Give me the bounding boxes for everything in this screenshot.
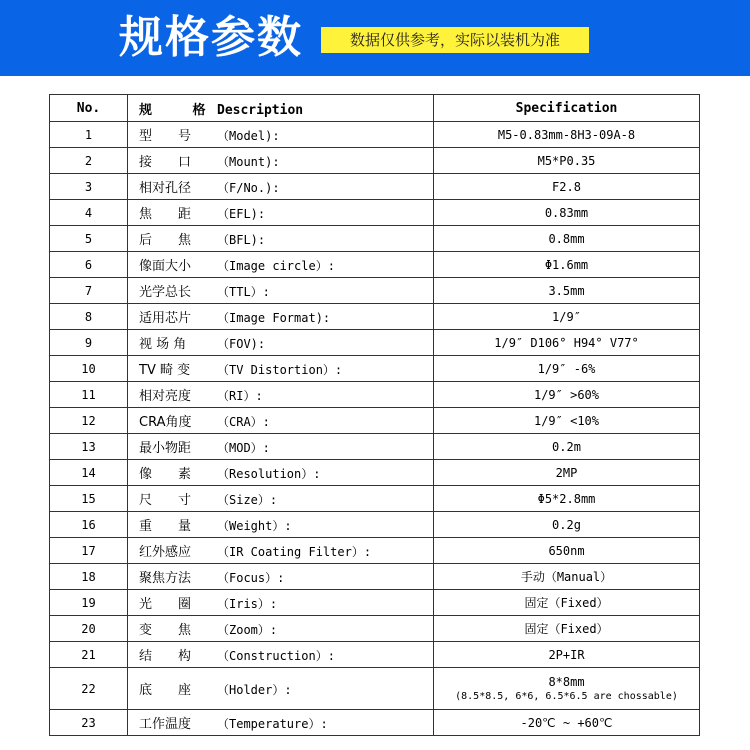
row-number: 7 [50, 278, 128, 304]
row-number: 23 [50, 710, 128, 736]
row-name-en: （EFL): [217, 207, 266, 221]
row-number: 17 [50, 538, 128, 564]
header-description [128, 95, 434, 122]
row-name-zh: 像面大小 [139, 259, 192, 274]
row-spec: Φ5*2.8mm [434, 486, 700, 512]
row-spec: 固定（Fixed） [434, 590, 700, 616]
row-number: 1 [50, 122, 128, 148]
row-name-en: （BFL): [217, 233, 266, 247]
table-row [50, 382, 700, 408]
row-name-en: （Mount): [217, 155, 280, 169]
row-name-zh: 视 场 角 [139, 337, 187, 352]
row-name-en: （Focus）: [217, 571, 285, 585]
row-name-zh: CRA角度 [139, 415, 192, 430]
row-description [128, 200, 434, 226]
row-name-en: （F/No.): [217, 181, 280, 195]
row-name-en: （Construction）: [217, 649, 335, 663]
table-row [50, 304, 700, 330]
row-name-zh: 底 座 [139, 683, 192, 698]
row-name-zh: 相对孔径 [139, 181, 192, 196]
table-row [50, 590, 700, 616]
row-name-zh: 相对亮度 [139, 389, 192, 404]
row-description [128, 434, 434, 460]
table-row [50, 460, 700, 486]
row-spec: Φ1.6mm [434, 252, 700, 278]
table-row [50, 330, 700, 356]
row-number: 10 [50, 356, 128, 382]
row-number: 13 [50, 434, 128, 460]
table-row [50, 538, 700, 564]
row-description [128, 710, 434, 736]
row-name-en: （Size）: [217, 493, 278, 507]
spec-table [49, 94, 700, 736]
row-name-zh: 重 量 [139, 519, 192, 534]
row-name-en: （Resolution）: [217, 467, 321, 481]
header-no: No. [50, 95, 128, 122]
row-name-zh: 聚焦方法 [139, 571, 192, 586]
row-description [128, 642, 434, 668]
row-number: 9 [50, 330, 128, 356]
row-description [128, 668, 434, 710]
row-spec [434, 668, 700, 710]
row-spec: 1/9″ [434, 304, 700, 330]
row-description [128, 174, 434, 200]
row-spec: -20℃ ~ +60℃ [434, 710, 700, 736]
row-name-zh: 工作温度 [139, 717, 192, 732]
page-title: 规格参数 [119, 12, 303, 63]
row-description [128, 408, 434, 434]
row-spec: 1/9″ <10% [434, 408, 700, 434]
row-spec: 1/9″ >60% [434, 382, 700, 408]
row-spec: 650nm [434, 538, 700, 564]
header-spec: Specification [434, 95, 700, 122]
row-number: 2 [50, 148, 128, 174]
row-description [128, 148, 434, 174]
row-name-en: （Temperature）: [217, 717, 328, 731]
table-row [50, 278, 700, 304]
row-number: 21 [50, 642, 128, 668]
table-row [50, 174, 700, 200]
row-spec: 固定（Fixed） [434, 616, 700, 642]
table-row [50, 710, 700, 736]
row-number: 8 [50, 304, 128, 330]
row-spec: 0.83mm [434, 200, 700, 226]
table-header-row [50, 95, 700, 122]
header-name-zh: 规 格 [139, 102, 224, 118]
table-row [50, 434, 700, 460]
row-number: 14 [50, 460, 128, 486]
row-description [128, 356, 434, 382]
table-row [50, 512, 700, 538]
table-row [50, 408, 700, 434]
row-number: 4 [50, 200, 128, 226]
row-spec-value: 8*8mm [548, 674, 585, 689]
row-number: 3 [50, 174, 128, 200]
row-number: 6 [50, 252, 128, 278]
row-number: 12 [50, 408, 128, 434]
row-description [128, 512, 434, 538]
row-spec: 0.8mm [434, 226, 700, 252]
row-name-zh: 红外感应 [139, 545, 192, 560]
row-name-zh: 像 素 [139, 467, 192, 482]
row-description [128, 226, 434, 252]
row-number: 18 [50, 564, 128, 590]
header-banner [0, 0, 750, 76]
row-name-en: （Weight）: [217, 519, 292, 533]
row-name-en: （TV Distortion）: [217, 363, 343, 377]
row-spec: 0.2g [434, 512, 700, 538]
row-description [128, 616, 434, 642]
table-row [50, 148, 700, 174]
row-name-en: （MOD）: [217, 441, 270, 455]
row-name-en: （Zoom）: [217, 623, 278, 637]
table-row [50, 616, 700, 642]
row-number: 16 [50, 512, 128, 538]
row-number: 19 [50, 590, 128, 616]
row-spec: M5*P0.35 [434, 148, 700, 174]
row-name-zh: 结 构 [139, 649, 192, 664]
table-row [50, 668, 700, 710]
row-description [128, 564, 434, 590]
table-row [50, 356, 700, 382]
row-name-en: （Model): [217, 129, 280, 143]
row-description [128, 330, 434, 356]
row-description [128, 382, 434, 408]
row-name-zh: 适用芯片 [139, 311, 192, 326]
spec-table-body [50, 122, 700, 736]
row-name-zh: 变 焦 [139, 623, 192, 638]
table-row [50, 122, 700, 148]
table-row [50, 486, 700, 512]
row-name-zh: 型 号 [139, 129, 192, 144]
row-description [128, 460, 434, 486]
row-description [128, 486, 434, 512]
row-number: 20 [50, 616, 128, 642]
row-description [128, 122, 434, 148]
row-name-en: （FOV): [217, 337, 266, 351]
row-spec: 1/9″ D106° H94° V77° [434, 330, 700, 356]
row-name-zh: 后 焦 [139, 233, 192, 248]
row-name-zh: 尺 寸 [139, 493, 192, 508]
row-name-zh: 接 口 [139, 155, 192, 170]
row-name-zh: TV 畸 变 [139, 363, 191, 378]
row-spec: 1/9″ -6% [434, 356, 700, 382]
row-name-en: （Image Format): [217, 311, 331, 325]
row-description [128, 252, 434, 278]
table-row [50, 564, 700, 590]
row-name-en: （IR Coating Filter）: [217, 545, 372, 559]
table-row [50, 642, 700, 668]
row-description [128, 304, 434, 330]
row-number: 22 [50, 668, 128, 710]
row-name-en: （Iris）: [217, 597, 278, 611]
row-spec: 3.5mm [434, 278, 700, 304]
row-number: 15 [50, 486, 128, 512]
table-row [50, 200, 700, 226]
row-name-en: （Image circle）: [217, 259, 335, 273]
row-spec: 手动（Manual） [434, 564, 700, 590]
row-number: 5 [50, 226, 128, 252]
row-spec: 2P+IR [434, 642, 700, 668]
row-spec: F2.8 [434, 174, 700, 200]
row-name-zh: 光学总长 [139, 285, 192, 300]
row-number: 11 [50, 382, 128, 408]
row-spec: 0.2m [434, 434, 700, 460]
row-spec: 2MP [434, 460, 700, 486]
header-name-en: Description [217, 102, 304, 118]
disclaimer-note: 数据仅供参考，实际以装机为准 [321, 27, 589, 53]
row-spec-note: (8.5*8.5, 6*6, 6.5*6.5 are chossable) [455, 690, 678, 702]
row-name-en: （Holder）: [217, 683, 292, 697]
row-name-en: （CRA）: [217, 415, 270, 429]
row-name-zh: 最小物距 [139, 441, 192, 456]
row-spec: M5-0.83mm-8H3-09A-8 [434, 122, 700, 148]
row-name-en: （RI）: [217, 389, 263, 403]
table-row [50, 226, 700, 252]
row-name-zh: 焦 距 [139, 207, 192, 222]
row-description [128, 590, 434, 616]
row-name-zh: 光 圈 [139, 597, 192, 612]
row-description [128, 538, 434, 564]
row-description [128, 278, 434, 304]
table-row [50, 252, 700, 278]
row-name-en: （TTL）: [217, 285, 270, 299]
